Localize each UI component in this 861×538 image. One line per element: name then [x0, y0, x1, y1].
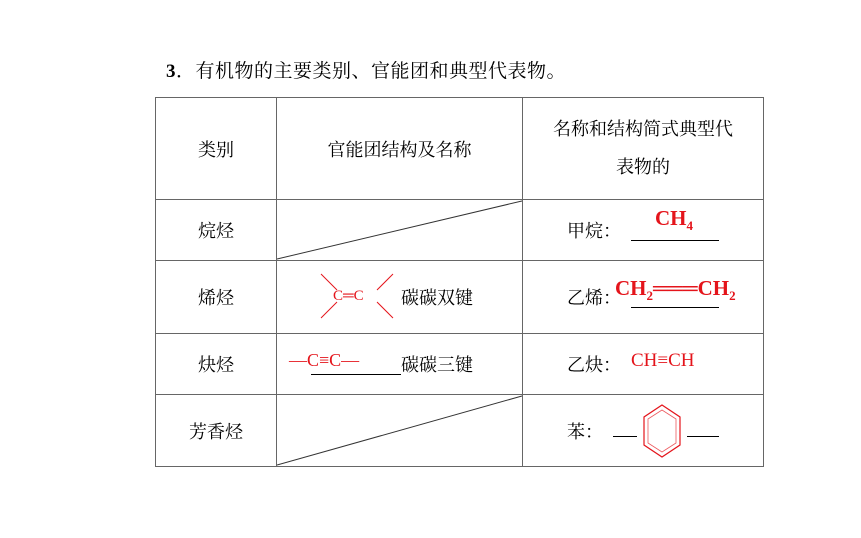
- rep-label: 乙炔：: [567, 355, 621, 376]
- header-representative-line2: 表物的: [616, 156, 670, 178]
- table-row-alkane: [156, 200, 764, 261]
- section-title-text: ．有机物的主要类别、官能团和典型代表物。: [176, 60, 567, 82]
- group-cell: [277, 334, 523, 395]
- answer-underline-left: [613, 436, 637, 437]
- category-cell: 烯烃: [156, 261, 277, 334]
- group-name: 碳碳双键: [401, 288, 473, 309]
- rep-formula: $CH_2═══CH_2$: [615, 276, 736, 304]
- table-row-alkyne: [156, 334, 764, 395]
- rep-formula: $CH_4$: [655, 206, 693, 234]
- answer-underline-right: [687, 436, 719, 437]
- rep-label: 苯：: [567, 422, 603, 443]
- representative-cell: [523, 200, 764, 261]
- category-cell: 芳香烃: [156, 395, 277, 467]
- category-cell: 炔烃: [156, 334, 277, 395]
- group-name: 碳碳三键: [401, 355, 473, 376]
- group-cell-empty: [277, 395, 523, 467]
- rep-formula: CH≡CH: [631, 350, 695, 371]
- header-representative-line1: 名称和结构简式典型代: [553, 118, 733, 140]
- header-functional-group: 官能团结构及名称: [277, 98, 523, 200]
- representative-cell: [523, 395, 764, 467]
- answer-underline: [631, 307, 719, 308]
- answer-underline: [311, 374, 401, 375]
- section-title: [166, 56, 566, 83]
- section-number: 3: [166, 61, 176, 82]
- representative-cell: [523, 334, 764, 395]
- rep-label: 甲烷：: [567, 221, 621, 242]
- answer-underline: [631, 240, 719, 241]
- group-formula: C═C: [333, 288, 364, 304]
- group-cell-empty: [277, 200, 523, 261]
- table-header-row: [156, 98, 764, 200]
- benzene-ring-icon: [641, 403, 683, 459]
- group-formula: —C≡C—: [289, 350, 360, 370]
- header-category: 类别: [156, 98, 277, 200]
- category-cell: 烷烃: [156, 200, 277, 261]
- diagonal-slash: [277, 200, 522, 260]
- rep-label: 乙烯：: [567, 288, 621, 309]
- diagonal-slash: [277, 395, 522, 466]
- organic-compounds-table: [155, 97, 764, 467]
- representative-cell: [523, 261, 764, 334]
- table-row-aromatic: [156, 395, 764, 467]
- header-representative: [523, 98, 764, 200]
- table-row-alkene: [156, 261, 764, 334]
- group-cell: [277, 261, 523, 334]
